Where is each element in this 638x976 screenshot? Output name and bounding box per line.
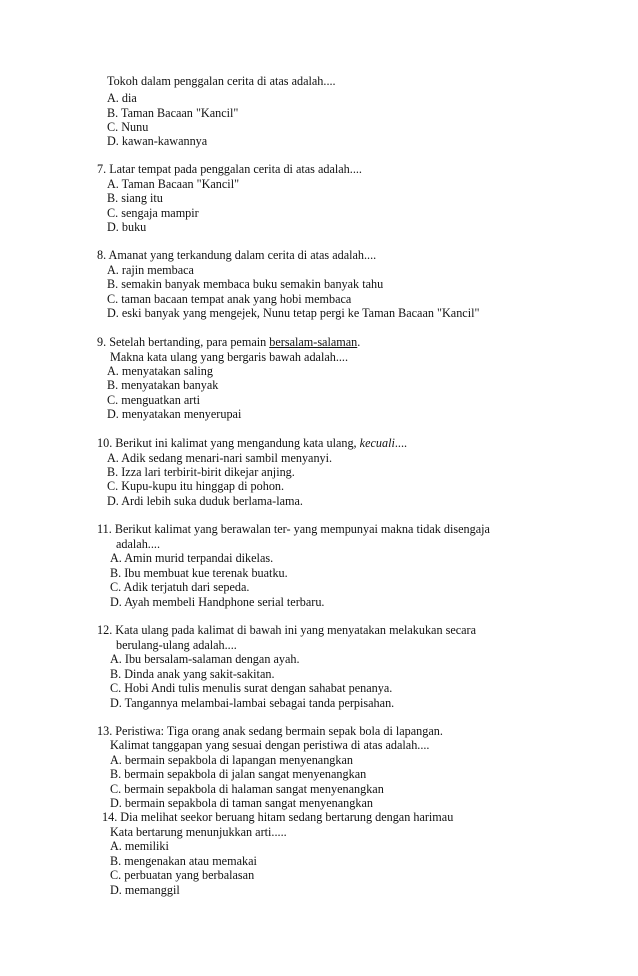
italic-word: kecuali [359,436,395,450]
option-d: D. memanggil [110,883,180,897]
option-b: B. mengenakan atau memakai [110,854,257,868]
option-d: D. kawan-kawannya [107,134,208,148]
option-c: C. Hobi Andi tulis menulis surat dengan sahabat penanya. [110,681,393,695]
option-a: A. Taman Bacaan "Kancil" [107,177,240,191]
question-prompt [97,436,407,451]
question-prompt: 13. Peristiwa: Tiga orang anak sedang bermain sepak bola di lapangan. [97,724,443,738]
option-c: C. taman bacaan tempat anak yang hobi membaca [107,292,352,306]
option-a: A. memiliki [110,839,169,853]
option-a: A. menyatakan saling [107,364,213,378]
option-c: C. bermain sepakbola di halaman sangat menyenangkan [110,782,384,796]
option-d: D. bermain sepakbola di taman sangat menyenangkan [110,796,373,810]
underlined-word: bersalam-salaman [269,335,358,349]
option-d: D. menyatakan menyerupai [107,407,242,421]
prompt-end: . [357,335,361,349]
option-b: B. Ibu membuat kue terenak buatku. [110,566,288,580]
prompt-text: 9. Setelah bertanding, para pemain [97,335,270,349]
option-a: A. Amin murid terpandai dikelas. [110,551,274,565]
option-c: C. Adik terjatuh dari sepeda. [110,580,250,594]
question-subprompt: Makna kata ulang yang bergaris bawah adalah.... [110,350,349,364]
question-prompt: 8. Amanat yang terkandung dalam cerita di atas adalah.... [97,248,377,262]
option-b: B. semakin banyak membaca buku semakin banyak tahu [107,277,384,291]
option-b: B. menyatakan banyak [107,378,219,392]
question-prompt: Tokoh dalam penggalan cerita di atas adalah.... [107,74,336,88]
option-a: A. dia [107,91,137,105]
question-prompt: 14. Dia melihat seekor beruang hitam sedang bertarung dengan harimau [102,810,454,824]
option-b: B. bermain sepakbola di jalan sangat menyenangkan [110,767,367,781]
question-prompt-continued: berulang-ulang adalah.... [116,638,237,652]
option-a: A. Adik sedang menari-nari sambil menyanyi. [107,451,333,465]
option-b: B. Taman Bacaan "Kancil" [107,106,239,120]
question-prompt: 12. Kata ulang pada kalimat di bawah ini yang menyatakan melakukan secara [97,623,477,637]
option-a: A. rajin membaca [107,263,194,277]
question-prompt: 11. Berikut kalimat yang berawalan ter- yang mempunyai makna tidak disengaja [97,522,490,536]
option-c: C. menguatkan arti [107,393,201,407]
question-subprompt: Kata bertarung menunjukkan arti..... [110,825,287,839]
option-d: D. buku [107,220,147,234]
prompt-text: 10. Berikut ini kalimat yang mengandung kata ulang, [97,436,360,450]
question-prompt: 7. Latar tempat pada penggalan cerita di atas adalah.... [97,162,362,176]
prompt-end: .... [394,436,408,450]
question-prompt [97,335,360,350]
option-c: C. perbuatan yang berbalasan [110,868,255,882]
option-b: B. siang itu [107,191,163,205]
option-d: D. Ardi lebih suka duduk berlama-lama. [107,494,303,508]
option-c: C. sengaja mampir [107,206,199,220]
option-a: A. bermain sepakbola di lapangan menyenangkan [110,753,353,767]
option-c: C. Nunu [107,120,149,134]
option-b: B. Dinda anak yang sakit-sakitan. [110,667,275,681]
question-prompt-continued: adalah.... [116,537,160,551]
question-subprompt: Kalimat tanggapan yang sesuai dengan peristiwa di atas adalah.... [110,738,430,752]
option-c: C. Kupu-kupu itu hinggap di pohon. [107,479,285,493]
option-d: D. Tangannya melambai-lambai sebagai tanda perpisahan. [110,696,395,710]
option-d: D. Ayah membeli Handphone serial terbaru. [110,595,325,609]
option-b: B. Izza lari terbirit-birit dikejar anjing. [107,465,295,479]
option-a: A. Ibu bersalam-salaman dengan ayah. [110,652,300,666]
option-d: D. eski banyak yang mengejek, Nunu tetap pergi ke Taman Bacaan "Kancil" [107,306,480,320]
